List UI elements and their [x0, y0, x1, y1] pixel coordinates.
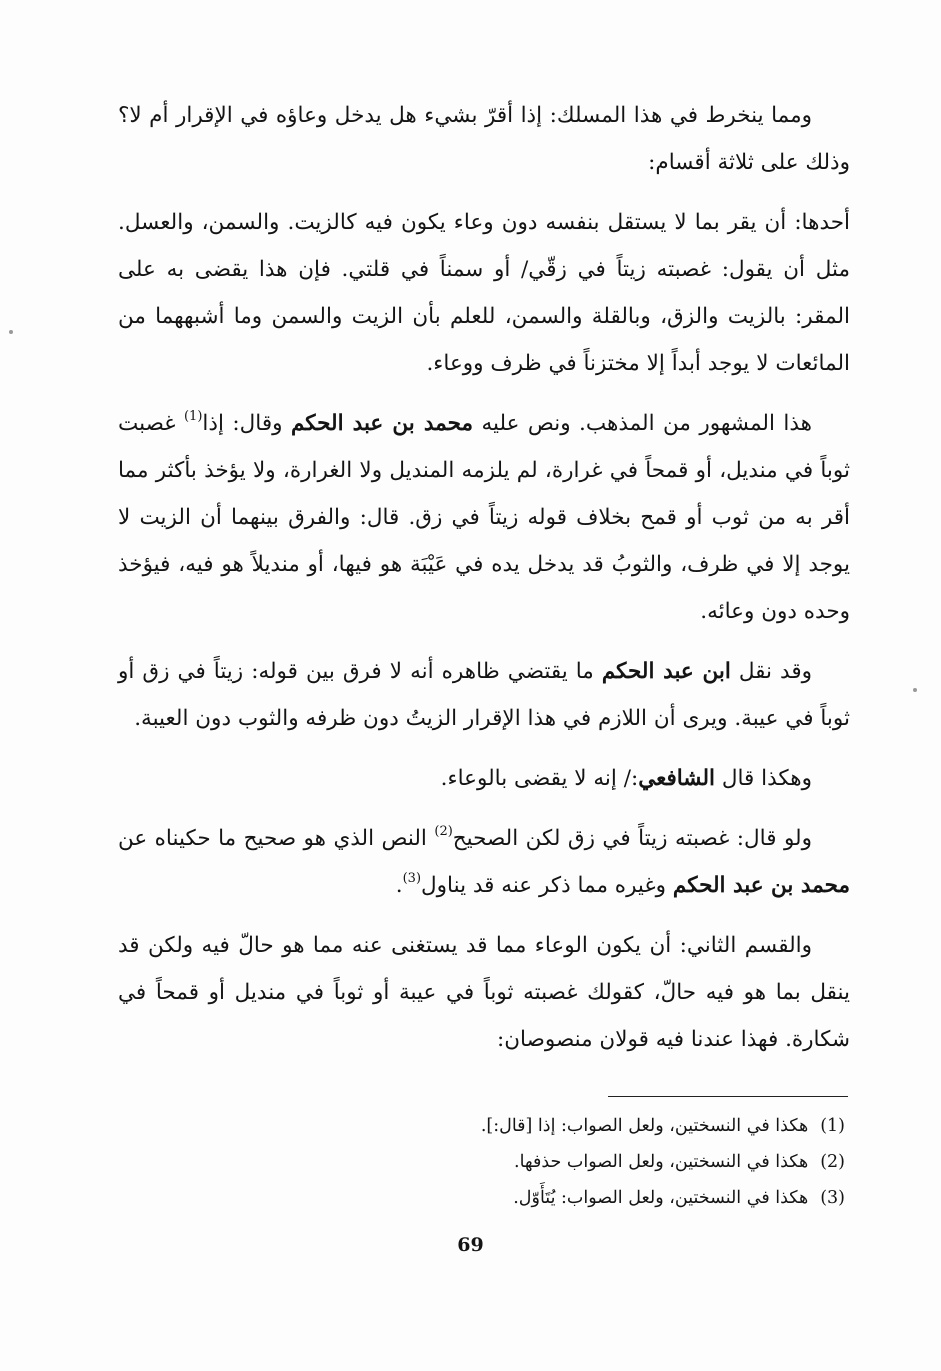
paragraph: [118, 815, 850, 909]
text-segment: والقسم الثاني: أن يكون الوعاء مما قد يستغنى عنه مما هو حالّ فيه ولكن قد ينقل بما هو فيه حالّ، كقولك غصبته ثوباً في عيبة أو ثوباً في منديل أو قمحاً في شكارة. فهذا عندنا فيه قولان منصوصان:: [118, 933, 850, 1052]
text-segment: ولو قال: غصبته زيتاً في زق لكن الصحيح: [452, 826, 812, 851]
footnote-number: (3): [820, 1188, 845, 1208]
text-segment: وغيره مما ذكر عنه قد يناول: [421, 873, 673, 898]
footnote-1: [300, 1108, 845, 1144]
paragraph: [118, 199, 850, 387]
text-segment: وهكذا قال: [715, 766, 812, 791]
text-segment: ما يقتضي ظاهره أنه لا فرق بين قوله: زيتاً في زق أو ثوباً في عيبة. ويرى أن اللازم في هذا الإقرار الزيتُ دون ظرفه والثوب دون العيبة.: [118, 659, 850, 731]
footnote-number: (2): [820, 1152, 845, 1172]
paragraph: [118, 922, 850, 1063]
text-segment: هذا المشهور من المذهب. ونص عليه: [472, 411, 812, 436]
footnote-number: (1): [820, 1116, 845, 1136]
scan-speck: [9, 330, 13, 334]
paragraph: [118, 92, 850, 186]
text-segment: وقال: إذا: [202, 411, 291, 436]
text-segment: غصبت ثوباً في منديل، أو قمحاً في غرارة، لم يلزمه المنديل ولا الغرارة، ولا يؤخذ بأكثر مما أقر به من ثوب أو قمح بخلاف قوله زيتاً في زق. قال: والفرق بينهما أن الزيت لا يوجد إلا في ظرف، والثوبُ قد يدخل يده في عَيْبَة هو فيها، أو منديلاً هو فيه، فيؤخذ وحده دون وعائه.: [118, 411, 850, 624]
footnote-text: هكذا في النسختين، ولعل الصواب حذفها.: [514, 1152, 809, 1172]
footnotes: [300, 1108, 845, 1216]
text-segment: وقد نقل: [730, 659, 812, 684]
footnote-ref: (1): [183, 408, 203, 424]
bold-name: ابن عبد الحكم: [601, 659, 731, 684]
text-segment: النص الذي هو صحيح ما حكيناه عن: [118, 826, 435, 851]
page-number: 69: [457, 1234, 484, 1256]
paragraph: [118, 755, 850, 802]
footnote-text: هكذا في النسختين، ولعل الصواب: إذا [قال:].: [480, 1116, 809, 1136]
paragraph: [118, 400, 850, 635]
scan-speck: [913, 688, 917, 692]
footnote-2: [300, 1144, 845, 1180]
text-segment: :/ إنه لا يقضى بالوعاء.: [440, 766, 639, 791]
footnote-3: [300, 1180, 845, 1216]
footnote-ref: (2): [434, 823, 453, 839]
text-segment: .: [395, 873, 403, 898]
footnote-text: هكذا في النسختين، ولعل الصواب: يُتَأَوّل.: [513, 1188, 809, 1208]
paragraph: [118, 648, 850, 742]
footnote-ref: (3): [402, 870, 422, 886]
bold-name: الشافعي: [638, 766, 716, 791]
text-segment: ومما ينخرط في هذا المسلك: إذا أقرّ بشيء هل يدخل وعاؤه في الإقرار أم لا؟ وذلك على ثلاثة أقسام:: [118, 103, 850, 175]
footnote-separator: [608, 1096, 848, 1097]
bold-name: محمد بن عبد الحكم: [672, 873, 850, 898]
body-text: [118, 92, 850, 1076]
bold-name: محمد بن عبد الحكم: [290, 411, 473, 436]
text-segment: أحدها: أن يقر بما لا يستقل بنفسه دون وعاء يكون فيه كالزيت. والسمن، والعسل. مثل أن يقول: غصبته زيتاً في زقّي/ أو سمناً في قلتي. فإن هذا يقضى به على المقر: بالزيت والزق، وبالقلة والسمن، للعلم بأن الزيت والسمن وما أشبههما من المائعات لا يوجد أبداً إلا مختزناً في ظرف ووعاء.: [118, 210, 850, 376]
